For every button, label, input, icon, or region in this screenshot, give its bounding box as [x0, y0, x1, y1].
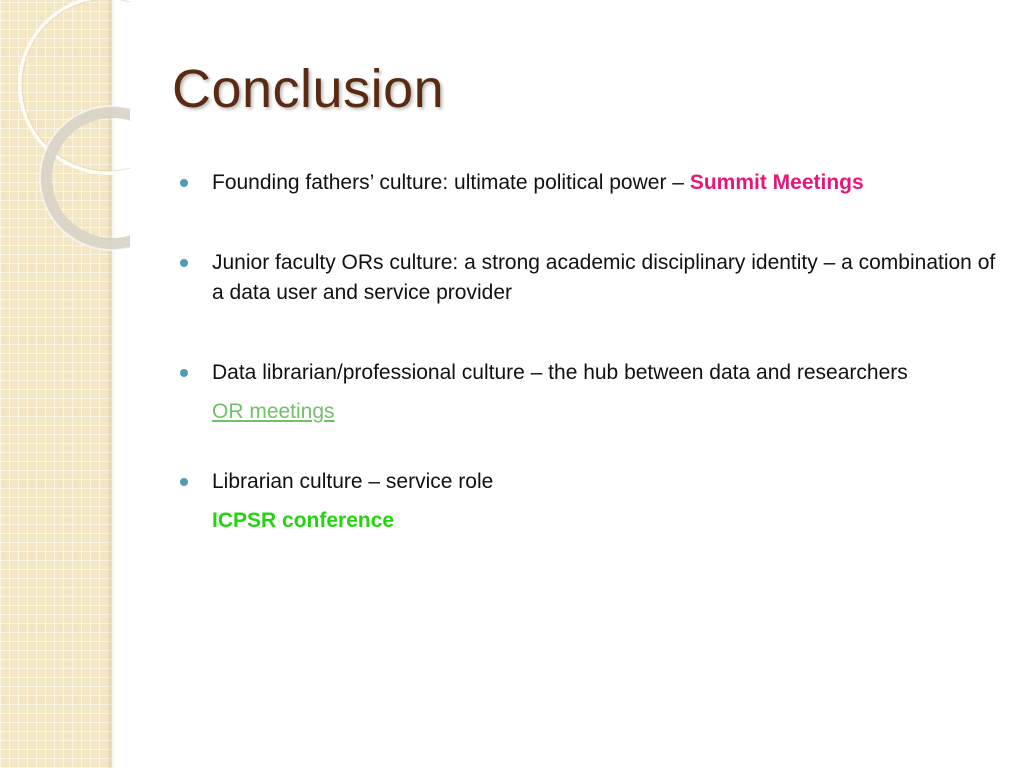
bullet-list: [180, 168, 1000, 586]
icpsr-conference-label: ICPSR conference: [212, 509, 395, 532]
bullet-dot-icon: [180, 259, 188, 267]
bullet-text: Junior faculty ORs culture: a strong academic disciplinary identity – a combination of a data user and service provider: [212, 251, 996, 304]
decorative-ring-inner-highlight: [40, 106, 130, 250]
bullet-item-librarian-culture: [180, 467, 1000, 536]
decorative-ring-outer: [20, 0, 130, 173]
or-meetings-link[interactable]: OR meetings: [212, 400, 335, 423]
slide-title: Conclusion: [172, 59, 445, 119]
decorative-ring-inner: [46, 112, 130, 244]
bullet-text: Data librarian/professional culture – the hub between data and researchers: [212, 361, 908, 384]
bullet-text: Founding fathers’ culture: ultimate political power –: [212, 171, 690, 194]
bullet-item-founding-fathers: [180, 168, 1000, 198]
decorative-rings: [0, 0, 130, 260]
bullet-item-junior-faculty: [180, 248, 1000, 308]
bullet-dot-icon: [180, 369, 188, 377]
bullet-item-data-librarian: [180, 358, 1000, 427]
bullet-dot-icon: [180, 478, 188, 486]
bullet-text: Librarian culture – service role: [212, 470, 494, 493]
bullet-dot-icon: [180, 179, 188, 187]
highlight-summit-meetings: Summit Meetings: [689, 171, 864, 194]
decorative-ring-outer-shadow: [22, 0, 130, 171]
